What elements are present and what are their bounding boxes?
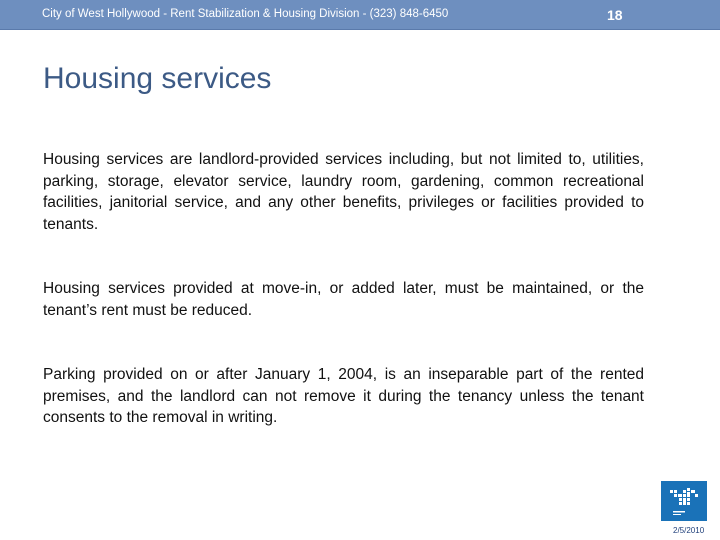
page-number: 18 xyxy=(607,7,623,23)
paragraph-parking-rule: Parking provided on or after January 1, 2004, is an inseparable part of the rented premises, and the landlord can not remove it during the tenancy unless the tenant consents to the removal in writing. xyxy=(43,366,644,426)
header-organization: City of West Hollywood - Rent Stabilization & Housing Division - (323) 848-6450 xyxy=(42,8,449,20)
paragraph-maintenance-requirement: Housing services provided at move-in, or added later, must be maintained, or the tenant’s rent must be reduced. xyxy=(43,280,644,319)
footer-date: 2/5/2010 xyxy=(673,526,705,535)
city-logo-icon xyxy=(661,481,707,521)
header-bar xyxy=(0,0,720,30)
slide-title: Housing services xyxy=(43,62,272,95)
paragraph-housing-services-definition: Housing services are landlord-provided services including, but not limited to, utilities, parking, storage, elevator service, laundry room, gardening, common recreational facilities, janitorial service, and any other benefits, privileges or facilities provided to tenants. xyxy=(43,151,644,233)
